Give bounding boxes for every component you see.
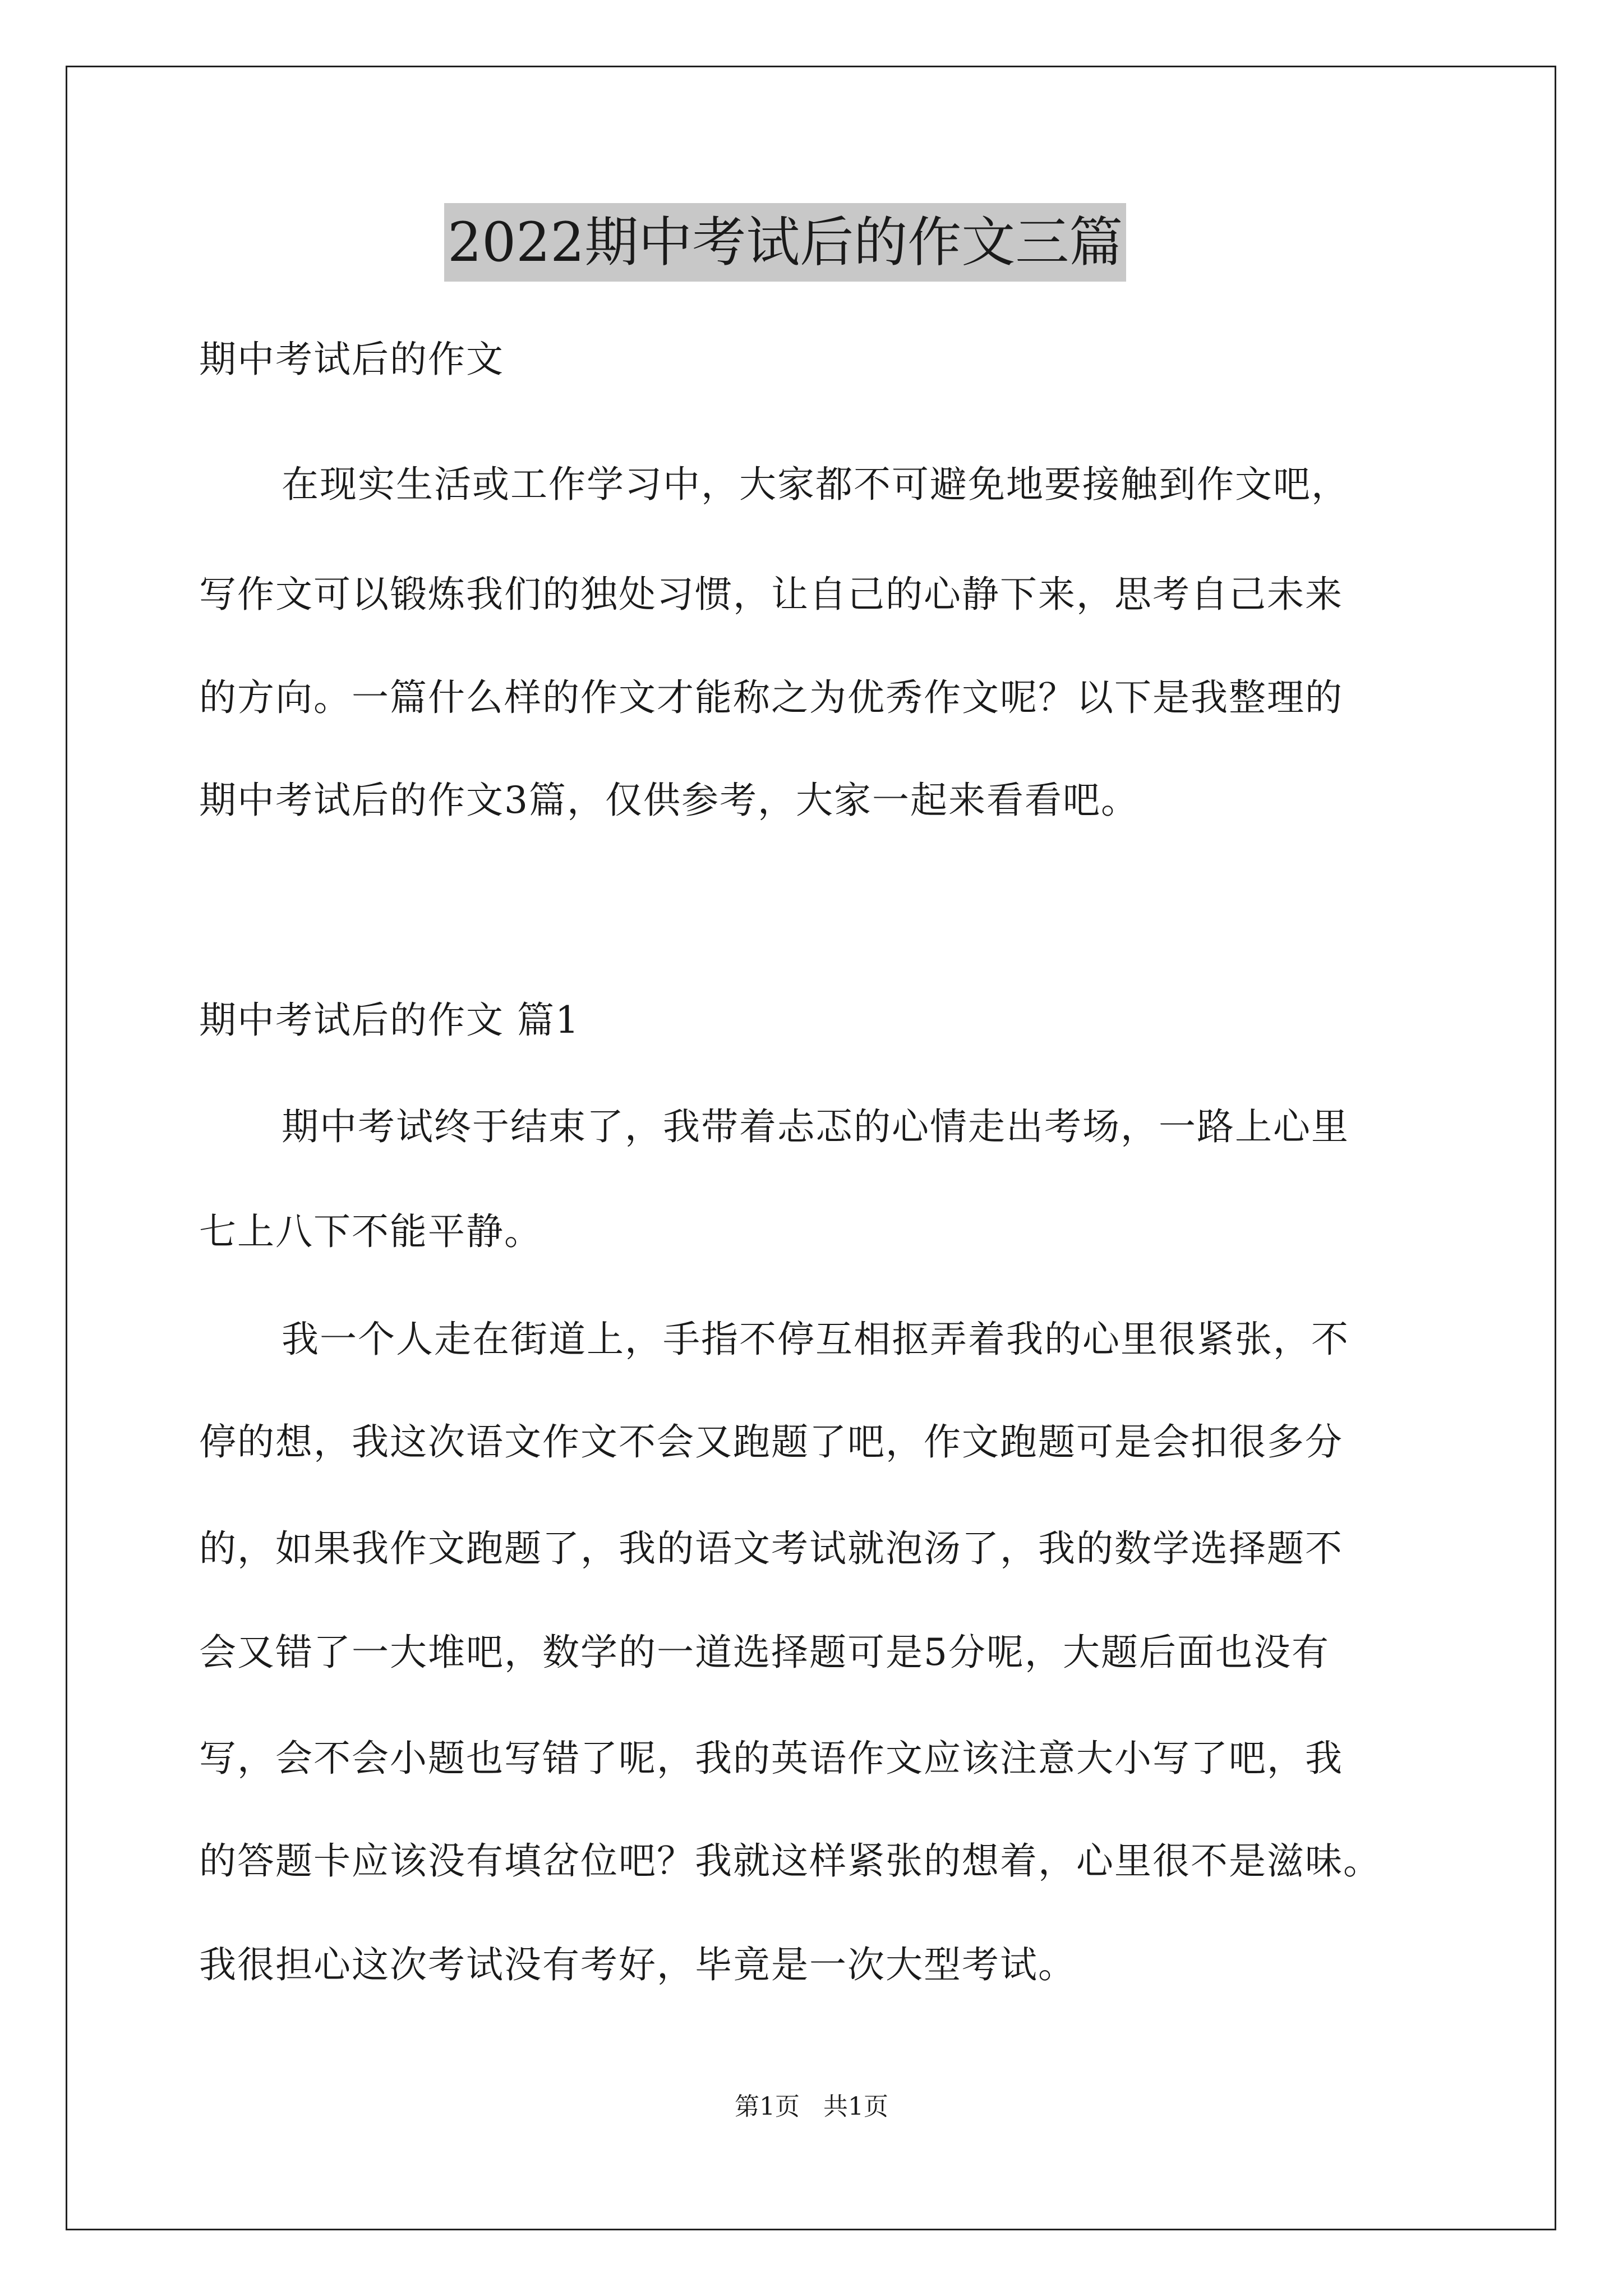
paragraph-line: 我一个人走在街道上，手指不停互相抠弄着我的心里很紧张，不 [282,1318,1349,1361]
intro-line: 写作文可以锻炼我们的独处习惯，让自己的心静下来，思考自己未来 [199,573,1343,616]
paragraph-line: 期中考试终于结束了，我带着忐忑的心情走出考场，一路上心里 [282,1105,1349,1148]
intro-line: 在现实生活或工作学习中，大家都不可避免地要接触到作文吧， [282,463,1349,506]
paragraph-line: 停的想，我这次语文作文不会又跑题了吧，作文跑题可是会扣很多分 [199,1420,1343,1464]
paragraph-line: 我很担心这次考试没有考好，毕竟是一次大型考试。 [199,1943,1076,1986]
intro-line: 期中考试后的作文3篇，仅供参考，大家一起来看看吧。 [199,779,1139,822]
intro-line: 的方向。一篇什么样的作文才能称之为优秀作文呢？以下是我整理的 [199,676,1343,719]
paragraph-line: 会又错了一大堆吧，数学的一道选择题可是5分呢，大题后面也没有 [199,1631,1330,1674]
section-heading: 期中考试后的作文 篇1 [199,999,580,1042]
paragraph-line: 七上八下不能平静。 [199,1210,542,1253]
paragraph-line: 的，如果我作文跑题了，我的语文考试就泡汤了，我的数学选择题不 [199,1527,1343,1570]
paragraph-line: 的答题卡应该没有填岔位吧？我就这样紧张的想着，心里很不是滋味。 [199,1839,1381,1883]
page-footer: 第1页 共1页 [735,2092,888,2121]
document-title: 2022期中考试后的作文三篇 [444,203,1126,282]
paragraph-line: 写，会不会小题也写错了呢，我的英语作文应该注意大小写了吧，我 [199,1737,1343,1780]
intro-heading: 期中考试后的作文 [199,338,504,381]
